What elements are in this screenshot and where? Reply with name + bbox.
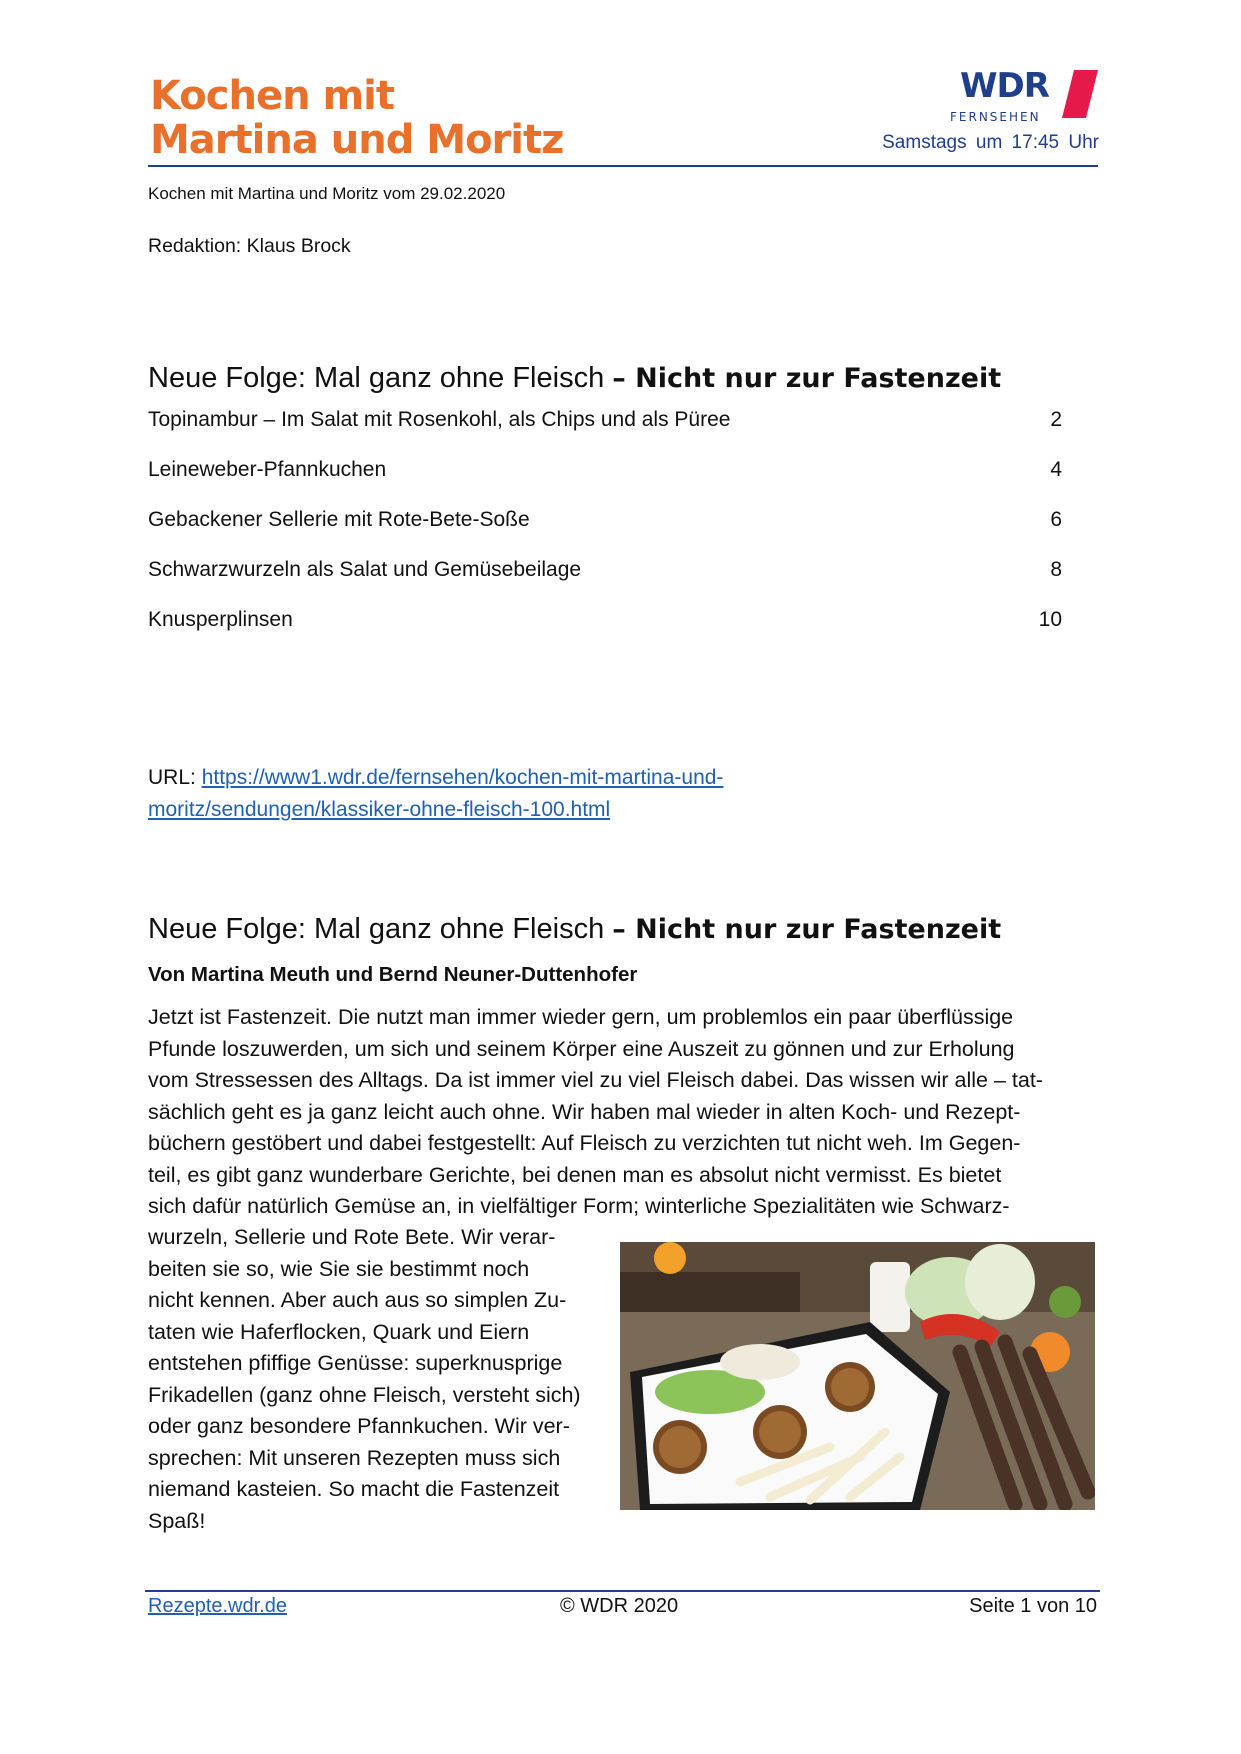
- body-line: taten wie Haferflocken, Quark und Eiern: [148, 1319, 530, 1344]
- dish-photo: [620, 1242, 1095, 1510]
- toc-row[interactable]: [148, 608, 1062, 658]
- body-line: niemand kasteien. So macht die Fastenzeit: [148, 1477, 560, 1501]
- body-line: nicht kennen. Aber auch aus so simplen Zu-: [148, 1288, 567, 1312]
- body-line: wurzeln, Sellerie und Rote Bete. Wir verar-: [148, 1225, 556, 1249]
- dish-photo-illustration: [620, 1242, 1095, 1510]
- article-byline: Von Martina Meuth und Bernd Neuner-Duttenhofer: [148, 963, 638, 986]
- toc-item-page: 6: [1050, 508, 1062, 531]
- body-line: vom Stressessen des Alltags. Da ist immer viel zu viel Fleisch dabei. Das wissen wir alle – tat-: [148, 1068, 1043, 1092]
- body-line: Pfunde loszuwerden, um sich und seinem Körper eine Auszeit zu gönnen und zur Erholung: [148, 1036, 1015, 1061]
- url-label: URL:: [148, 766, 202, 789]
- footer-site: [148, 1595, 287, 1618]
- body-line: Jetzt ist Fastenzeit. Die nutzt man immer wieder gern, um problemlos ein paar überflüssige: [148, 1005, 1014, 1029]
- show-title-line1: Kochen mit: [150, 73, 395, 119]
- body-line: oder ganz besondere Pfannkuchen. Wir ver-: [148, 1414, 570, 1438]
- logo-fernsehen-text: FERNSEHEN: [950, 110, 1041, 124]
- episode-date: Kochen mit Martina und Moritz vom 29.02.2020: [148, 184, 506, 203]
- body-line: Spaß!: [148, 1508, 206, 1533]
- toc-heading-regular: Neue Folge: Mal ganz ohne Fleisch: [148, 362, 613, 394]
- article-heading-bold: – Nicht nur zur Fastenzeit: [612, 914, 1002, 945]
- toc-heading-bold: – Nicht nur zur Fastenzeit: [612, 363, 1002, 394]
- footer-copyright: © WDR 2020: [560, 1595, 679, 1617]
- toc-row[interactable]: [148, 508, 1062, 558]
- url-link-line2[interactable]: moritz/sendungen/klassiker-ohne-fleisch-100.html: [148, 798, 611, 821]
- body-line: entstehen pfiffige Genüsse: superknusprige: [148, 1351, 563, 1375]
- toc-item-page: 8: [1050, 558, 1062, 581]
- toc-item-page: 2: [1050, 408, 1062, 431]
- toc-item-label: Topinambur – Im Salat mit Rosenkohl, als Chips und als Püree: [148, 408, 731, 431]
- toc-item-page: 4: [1050, 458, 1062, 481]
- wdr-logo: [948, 68, 1098, 126]
- toc-item-label: Gebackener Sellerie mit Rote-Bete-Soße: [148, 508, 530, 531]
- table-of-contents: [148, 408, 1062, 658]
- toc-row[interactable]: [148, 558, 1062, 608]
- article-body-full: [148, 1002, 1098, 1223]
- source-url: [148, 762, 848, 826]
- body-line: büchern gestöbert und dabei festgestellt: Auf Fleisch zu verzichten tut nicht weh. Im Gegen-: [148, 1131, 1021, 1155]
- toc-item-label: Knusperplinsen: [148, 608, 293, 631]
- footer-divider: [145, 1590, 1100, 1592]
- footer-site-link[interactable]: Rezepte.wdr.de: [148, 1595, 287, 1617]
- toc-heading: [148, 362, 1001, 395]
- show-title: [150, 74, 570, 162]
- body-line: sprechen: Mit unseren Rezepten muss sich: [148, 1445, 561, 1470]
- article-heading: [148, 913, 1001, 946]
- body-line: sich dafür natürlich Gemüse an, in vielfältiger Form; winterliche Spezialitäten wie Schwarz-: [148, 1194, 1010, 1218]
- body-line: beiten sie so, wie Sie sie bestimmt noch: [148, 1256, 530, 1281]
- body-line: Frikadellen (ganz ohne Fleisch, versteht sich): [148, 1382, 581, 1407]
- logo-wdr-text: WDR: [960, 66, 1049, 106]
- footer-page-number: Seite 1 von 10: [969, 1595, 1097, 1617]
- toc-row[interactable]: [148, 408, 1062, 458]
- toc-item-label: Leineweber-Pfannkuchen: [148, 458, 387, 481]
- editor-credit: Redaktion: Klaus Brock: [148, 235, 351, 257]
- body-line: sächlich geht es ja ganz leicht auch ohne. Wir haben mal wieder in alten Koch- und Rezept-: [148, 1099, 1021, 1124]
- show-title-line2: Martina und Moritz: [150, 117, 564, 163]
- toc-row[interactable]: [148, 458, 1062, 508]
- article-body-wrapped: [148, 1222, 608, 1537]
- broadcast-schedule: Samstags um 17:45 Uhr: [882, 132, 1099, 153]
- body-line: teil, es gibt ganz wunderbare Gerichte, bei denen man es absolut nicht vermisst. Es bietet: [148, 1162, 1002, 1187]
- toc-item-label: Schwarzwurzeln als Salat und Gemüsebeilage: [148, 558, 582, 581]
- article-heading-regular: Neue Folge: Mal ganz ohne Fleisch: [148, 913, 613, 945]
- url-link-line1[interactable]: https://www1.wdr.de/fernsehen/kochen-mit-martina-und-: [201, 766, 724, 789]
- toc-item-page: 10: [1038, 608, 1062, 631]
- header-divider: [148, 165, 1098, 167]
